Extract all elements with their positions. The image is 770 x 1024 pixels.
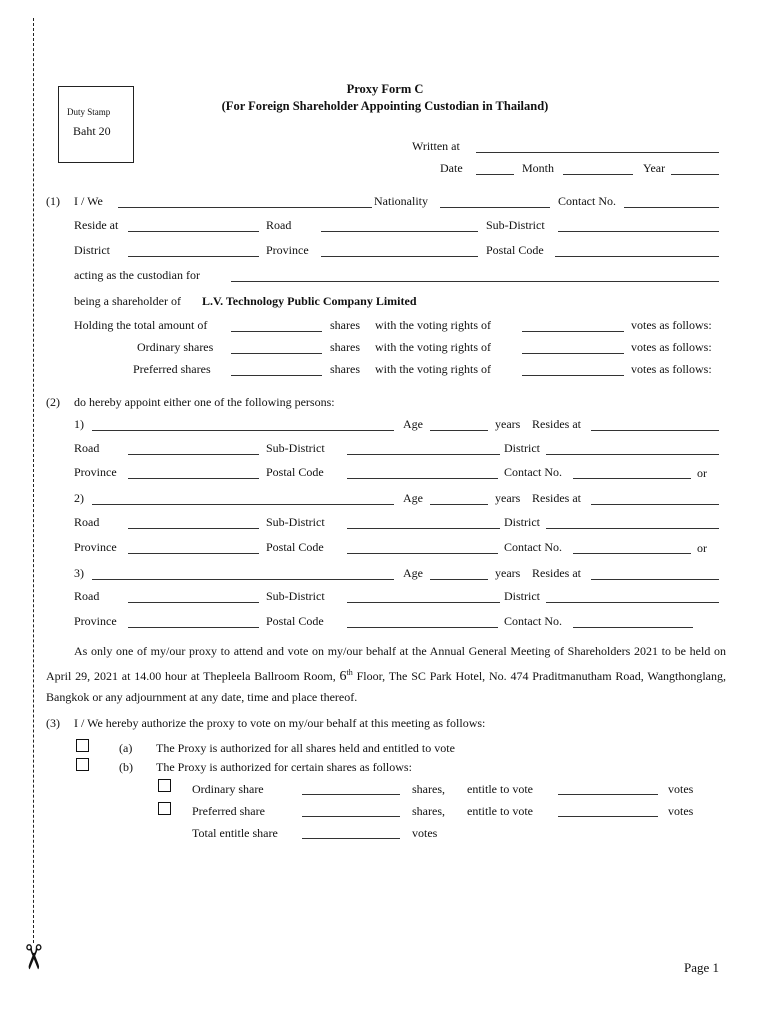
proxy-2-district-field[interactable] bbox=[546, 528, 719, 529]
proxy-1-province-label: Province bbox=[74, 465, 117, 479]
being-label: being a shareholder of bbox=[74, 294, 181, 308]
meeting-paragraph bbox=[46, 641, 726, 708]
proxy-3-contact-label: Contact No. bbox=[504, 614, 562, 628]
preferred-voting-label: with the voting rights of bbox=[375, 362, 491, 376]
proxy-1-postal-field[interactable] bbox=[347, 478, 498, 479]
authorize-label: I / We hereby authorize the proxy to vote on my/our behalf at this meeting as follows: bbox=[74, 716, 486, 730]
province-field[interactable] bbox=[321, 256, 478, 257]
proxy-2-name-field[interactable] bbox=[92, 504, 394, 505]
proxy-1-road-label: Road bbox=[74, 441, 100, 455]
postal-label: Postal Code bbox=[486, 243, 544, 257]
ordinary-shares-label: shares bbox=[330, 340, 360, 354]
month-field[interactable] bbox=[563, 174, 633, 175]
proxy-3-district-field[interactable] bbox=[546, 602, 719, 603]
acting-field[interactable] bbox=[231, 281, 719, 282]
month-label: Month bbox=[522, 161, 555, 175]
total-share-field[interactable] bbox=[302, 838, 400, 839]
subdistrict-label: Sub-District bbox=[486, 218, 545, 232]
scissors-icon: ✂ bbox=[12, 942, 53, 972]
subdistrict-field[interactable] bbox=[558, 231, 719, 232]
written-at-label: Written at bbox=[412, 139, 460, 153]
proxy-1-subdistrict-label: Sub-District bbox=[266, 441, 325, 455]
meeting-floor-number: 6 bbox=[339, 669, 347, 684]
proxy-2-road-field[interactable] bbox=[128, 528, 259, 529]
proxy-1-or: or bbox=[697, 466, 707, 480]
appoint-label: do hereby appoint either one of the following persons: bbox=[74, 395, 335, 409]
nationality-field[interactable] bbox=[440, 207, 550, 208]
ordinary-share-label: Ordinary share bbox=[192, 782, 264, 796]
total-votes-unit: votes bbox=[412, 826, 438, 840]
proxy-2-contact-field[interactable] bbox=[573, 553, 691, 554]
proxy-3-subdistrict-field[interactable] bbox=[347, 602, 500, 603]
preferred-share-checkbox[interactable] bbox=[158, 802, 171, 815]
duty-stamp-label: Duty Stamp bbox=[67, 107, 111, 117]
postal-field[interactable] bbox=[555, 256, 719, 257]
year-field[interactable] bbox=[671, 174, 719, 175]
proxy-3-postal-field[interactable] bbox=[347, 627, 498, 628]
ordinary-votes-unit: votes bbox=[668, 782, 694, 796]
proxy-3-name-field[interactable] bbox=[92, 579, 394, 580]
option-b-letter: (b) bbox=[119, 760, 133, 774]
nationality-label: Nationality bbox=[374, 194, 428, 208]
preferred-votes-unit: votes bbox=[668, 804, 694, 818]
section-3-number: (3) bbox=[46, 716, 60, 730]
proxy-2-province-label: Province bbox=[74, 540, 117, 554]
proxy-1-province-field[interactable] bbox=[128, 478, 259, 479]
proxy-3-province-field[interactable] bbox=[128, 627, 259, 628]
proxy-3-number: 3) bbox=[74, 566, 84, 580]
preferred-shares-label: shares, bbox=[412, 804, 445, 818]
form-subtitle: (For Foreign Shareholder Appointing Custodian in Thailand) bbox=[221, 99, 549, 113]
proxy-1-road-field[interactable] bbox=[128, 454, 259, 455]
ordinary-shares-label: shares, bbox=[412, 782, 445, 796]
holding-shares-field[interactable] bbox=[231, 331, 322, 332]
proxy-2-subdistrict-label: Sub-District bbox=[266, 515, 325, 529]
we-field[interactable] bbox=[118, 207, 372, 208]
ordinary-share-field[interactable] bbox=[302, 794, 400, 795]
proxy-1-age-field[interactable] bbox=[430, 430, 488, 431]
proxy-3-road-label: Road bbox=[74, 589, 100, 603]
page-number: Page 1 bbox=[684, 960, 720, 975]
option-a-text: The Proxy is authorized for all shares held and entitled to vote bbox=[156, 741, 455, 755]
proxy-2-resides-field[interactable] bbox=[591, 504, 719, 505]
total-share-label: Total entitle share bbox=[192, 826, 278, 840]
ordinary-votes-label: votes as follows: bbox=[631, 340, 712, 354]
ordinary-entitle-field[interactable] bbox=[558, 794, 658, 795]
proxy-1-resides-field[interactable] bbox=[591, 430, 719, 431]
preferred-entitle-label: entitle to vote bbox=[467, 804, 533, 818]
proxy-1-contact-label: Contact No. bbox=[504, 465, 562, 479]
acting-label: acting as the custodian for bbox=[74, 268, 200, 282]
proxy-1-contact-field[interactable] bbox=[573, 478, 691, 479]
ordinary-votes-field[interactable] bbox=[522, 353, 624, 354]
date-label: Date bbox=[440, 161, 463, 175]
proxy-2-or: or bbox=[697, 541, 707, 555]
district-field[interactable] bbox=[128, 256, 259, 257]
ordinary-share-checkbox[interactable] bbox=[158, 779, 171, 792]
ordinary-entitle-label: entitle to vote bbox=[467, 782, 533, 796]
proxy-1-age-label: Age bbox=[403, 417, 423, 431]
we-label: I / We bbox=[74, 194, 103, 208]
preferred-shares-label: shares bbox=[330, 362, 360, 376]
preferred-shares-field[interactable] bbox=[231, 375, 322, 376]
district-label: District bbox=[74, 243, 110, 257]
proxy-1-years-label: years bbox=[495, 417, 521, 431]
proxy-3-age-label: Age bbox=[403, 566, 423, 580]
proxy-1-postal-label: Postal Code bbox=[266, 465, 324, 479]
holding-votes-label: votes as follows: bbox=[631, 318, 712, 332]
proxy-3-subdistrict-label: Sub-District bbox=[266, 589, 325, 603]
proxy-2-postal-field[interactable] bbox=[347, 553, 498, 554]
proxy-3-province-label: Province bbox=[74, 614, 117, 628]
preferred-label: Preferred shares bbox=[133, 362, 211, 376]
option-b-text: The Proxy is authorized for certain shares as follows: bbox=[156, 760, 412, 774]
company-name: L.V. Technology Public Company Limited bbox=[202, 294, 417, 308]
proxy-1-number: 1) bbox=[74, 417, 84, 431]
duty-stamp-value: Baht 20 bbox=[73, 124, 111, 138]
ordinary-voting-label: with the voting rights of bbox=[375, 340, 491, 354]
preferred-votes-field[interactable] bbox=[522, 375, 624, 376]
form-title: Proxy Form C bbox=[346, 82, 424, 96]
road-field[interactable] bbox=[321, 231, 478, 232]
preferred-share-label: Preferred share bbox=[192, 804, 265, 818]
holding-label: Holding the total amount of bbox=[74, 318, 208, 332]
proxy-3-district-label: District bbox=[504, 589, 540, 603]
holding-voting-label: with the voting rights of bbox=[375, 318, 491, 332]
proxy-3-contact-field[interactable] bbox=[573, 627, 693, 628]
ordinary-label: Ordinary shares bbox=[137, 340, 214, 354]
contact-label: Contact No. bbox=[558, 194, 616, 208]
proxy-1-resides-label: Resides at bbox=[532, 417, 581, 431]
proxy-3-resides-label: Resides at bbox=[532, 566, 581, 580]
section-1-number: (1) bbox=[46, 194, 60, 208]
road-label: Road bbox=[266, 218, 292, 232]
holding-shares-label: shares bbox=[330, 318, 360, 332]
meeting-paragraph-before: As only one of my/our proxy to attend and vote on my/our behalf at the Annual General Meeting of Shareholders 2021 to be held on April 29, 2021 at 14.00 hour at Thepleela Ballroom Room, bbox=[46, 644, 726, 683]
written-at-field[interactable] bbox=[476, 152, 719, 153]
date-field[interactable] bbox=[476, 174, 514, 175]
proxy-2-years-label: years bbox=[495, 491, 521, 505]
proxy-2-province-field[interactable] bbox=[128, 553, 259, 554]
proxy-1-name-field[interactable] bbox=[92, 430, 394, 431]
proxy-3-years-label: years bbox=[495, 566, 521, 580]
option-a-checkbox[interactable] bbox=[76, 739, 89, 752]
contact-field[interactable] bbox=[624, 207, 719, 208]
preferred-entitle-field[interactable] bbox=[558, 816, 658, 817]
preferred-votes-label: votes as follows: bbox=[631, 362, 712, 376]
cut-line bbox=[33, 18, 34, 943]
proxy-2-district-label: District bbox=[504, 515, 540, 529]
option-b-checkbox[interactable] bbox=[76, 758, 89, 771]
section-2-number: (2) bbox=[46, 395, 60, 409]
proxy-1-subdistrict-field[interactable] bbox=[347, 454, 500, 455]
proxy-3-age-field[interactable] bbox=[430, 579, 488, 580]
proxy-2-subdistrict-field[interactable] bbox=[347, 528, 500, 529]
proxy-3-resides-field[interactable] bbox=[591, 579, 719, 580]
proxy-3-postal-label: Postal Code bbox=[266, 614, 324, 628]
year-label: Year bbox=[643, 161, 666, 175]
proxy-2-resides-label: Resides at bbox=[532, 491, 581, 505]
proxy-1-district-field[interactable] bbox=[546, 454, 719, 455]
proxy-2-road-label: Road bbox=[74, 515, 100, 529]
holding-votes-field[interactable] bbox=[522, 331, 624, 332]
option-a-letter: (a) bbox=[119, 741, 133, 755]
proxy-1-district-label: District bbox=[504, 441, 540, 455]
preferred-share-field[interactable] bbox=[302, 816, 400, 817]
proxy-2-number: 2) bbox=[74, 491, 84, 505]
province-label: Province bbox=[266, 243, 309, 257]
meeting-floor-suffix: th bbox=[346, 668, 353, 677]
meeting-paragraph-after: Floor, The SC Park Hotel, No. 474 Praditmanutham Road, Wangthonglang, Bangkok or any adjournment at any date, time and place thereof. bbox=[46, 669, 727, 704]
reside-field[interactable] bbox=[128, 231, 259, 232]
ordinary-shares-field[interactable] bbox=[231, 353, 322, 354]
proxy-3-road-field[interactable] bbox=[128, 602, 259, 603]
proxy-2-postal-label: Postal Code bbox=[266, 540, 324, 554]
proxy-2-age-label: Age bbox=[403, 491, 423, 505]
proxy-2-contact-label: Contact No. bbox=[504, 540, 562, 554]
proxy-2-age-field[interactable] bbox=[430, 504, 488, 505]
reside-label: Reside at bbox=[74, 218, 119, 232]
